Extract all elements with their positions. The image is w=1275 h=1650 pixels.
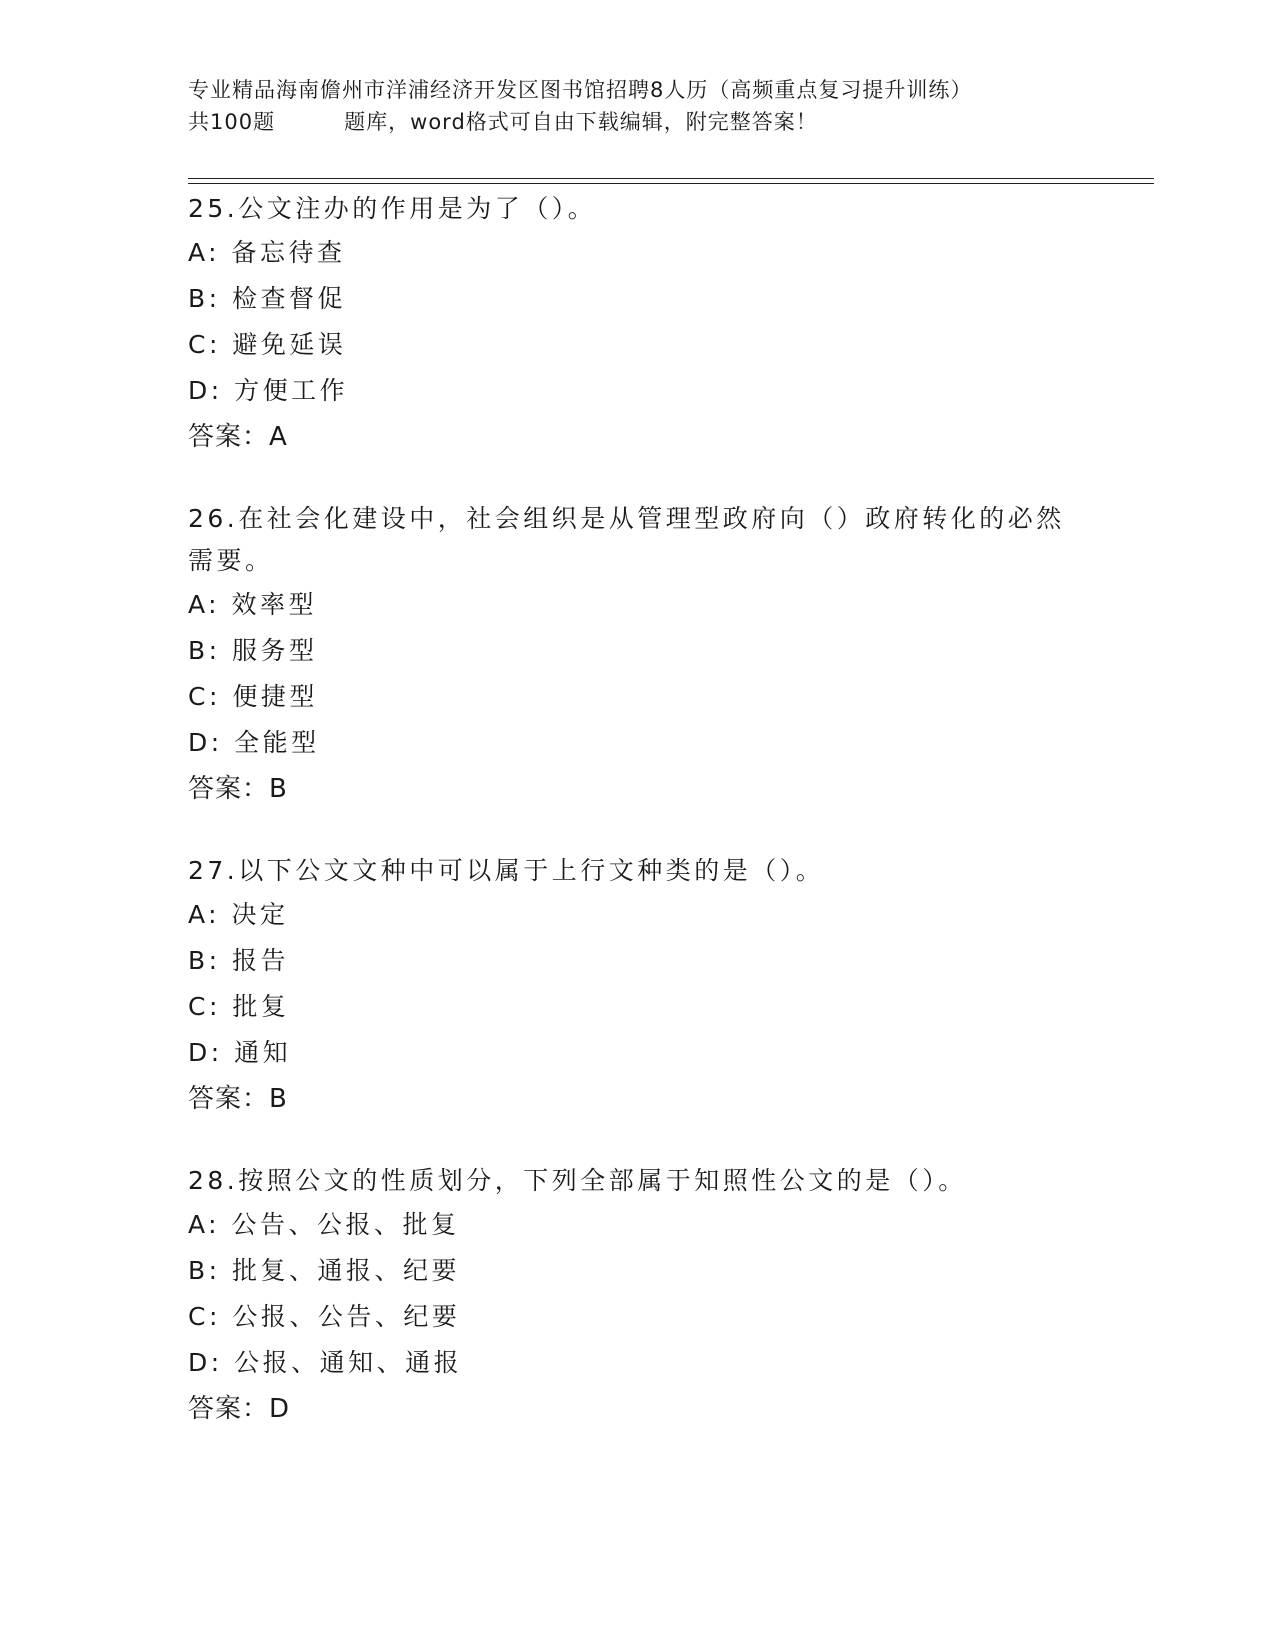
question-list	[188, 188, 1088, 1470]
option-d: D: 通知	[188, 1038, 292, 1067]
option-d: D: 公报、通知、通报	[188, 1348, 463, 1377]
option-c: C: 批复	[188, 992, 290, 1021]
answer-line: 答案：B	[188, 774, 288, 804]
option-c: C: 避免延误	[188, 330, 347, 359]
answer-line: 答案：D	[188, 1394, 291, 1424]
question-26	[188, 498, 1088, 812]
header-divider-top	[188, 178, 1154, 179]
option-b: B: 服务型	[188, 636, 318, 665]
question-28	[188, 1160, 1088, 1432]
document-header	[188, 74, 1088, 138]
header-divider-bottom	[188, 183, 1154, 184]
option-a: A: 效率型	[188, 590, 318, 619]
option-d: D: 全能型	[188, 728, 320, 757]
option-a: A: 公告、公报、批复	[188, 1210, 460, 1239]
question-stem: 27.以下公文文种中可以属于上行文种类的是（）。	[188, 856, 825, 885]
option-b: B: 批复、通报、纪要	[188, 1256, 461, 1285]
option-b: B: 报告	[188, 946, 290, 975]
header-subtitle-line: 共100题 题库，word格式可自由下载编辑，附完整答案！	[188, 110, 818, 134]
question-27	[188, 850, 1088, 1122]
answer-line: 答案：B	[188, 1084, 288, 1114]
option-a: A: 决定	[188, 900, 289, 929]
option-a: A: 备忘待查	[188, 238, 346, 267]
option-d: D: 方便工作	[188, 376, 349, 405]
answer-line: 答案：A	[188, 422, 288, 452]
question-25	[188, 188, 1088, 460]
option-c: C: 便捷型	[188, 682, 318, 711]
question-stem: 25.公文注办的作用是为了（）。	[188, 194, 597, 223]
header-title-line: 专业精品海南儋州市洋浦经济开发区图书馆招聘8人历（高频重点复习提升训练）	[188, 78, 973, 102]
option-c: C: 公报、公告、纪要	[188, 1302, 461, 1331]
question-stem: 26.在社会化建设中，社会组织是从管理型政府向（）政府转化的必然需要。	[188, 504, 1065, 575]
option-b: B: 检查督促	[188, 284, 347, 313]
question-stem: 28.按照公文的性质划分，下列全部属于知照性公文的是（）。	[188, 1166, 967, 1195]
